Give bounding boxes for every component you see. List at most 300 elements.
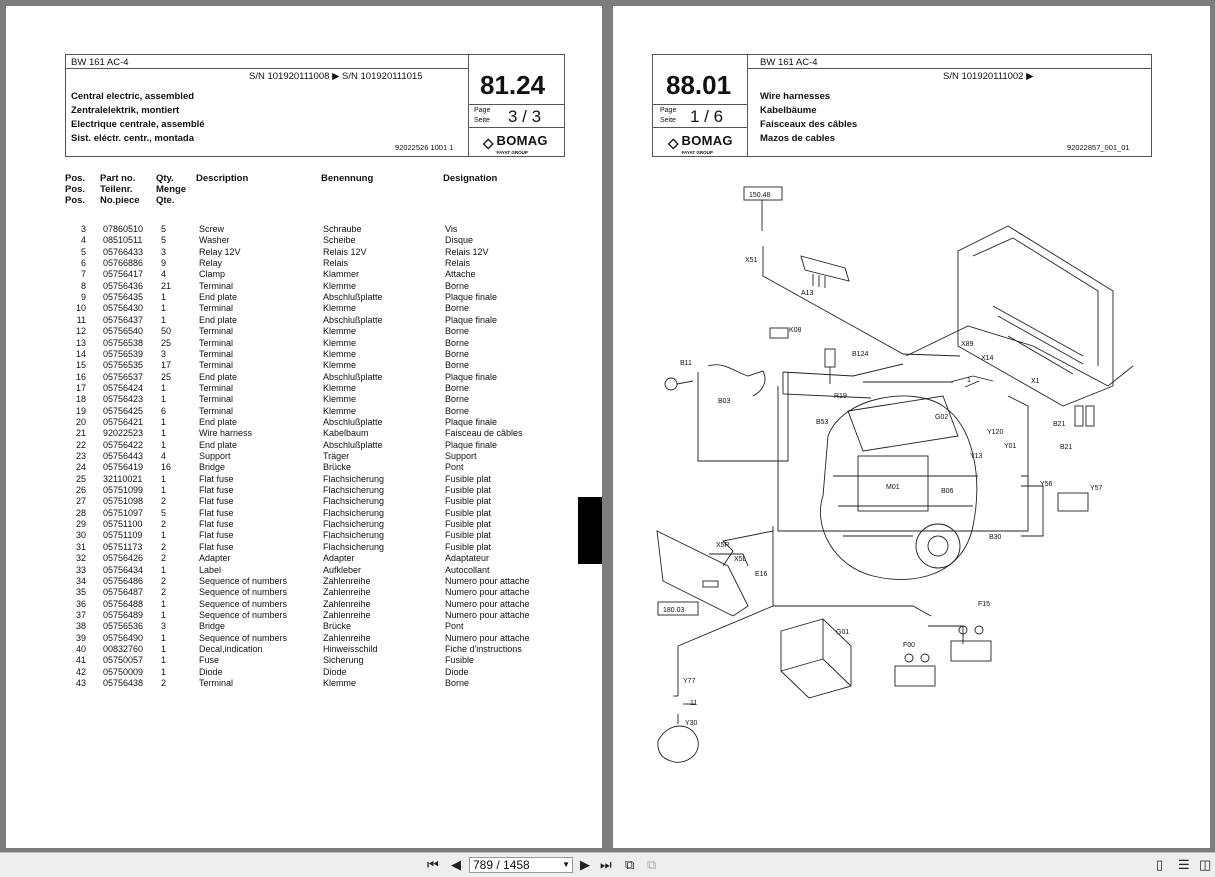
row-description: Flat fuse xyxy=(199,496,234,507)
row-part-no: 05756443 xyxy=(103,451,144,461)
row-description: Terminal xyxy=(199,394,234,405)
label-e16: E16 xyxy=(755,571,768,578)
row-designation: Borne xyxy=(445,678,470,688)
row-qty: 25 xyxy=(161,337,172,348)
row-description: Terminal xyxy=(199,348,234,359)
row-qty: 1 xyxy=(161,564,167,575)
first-page-icon[interactable]: ⏮ xyxy=(427,857,439,872)
label-f00: F00 xyxy=(903,642,916,649)
row-benennung: Brücke xyxy=(323,462,352,473)
label-b21-b: B21 xyxy=(1060,444,1073,451)
page-indicator: 789 / 1458 xyxy=(473,858,530,872)
row-designation: Borne xyxy=(445,303,470,314)
title-en: Wire harnesses xyxy=(760,91,831,102)
row-part-no: 05766433 xyxy=(103,246,144,257)
row-pos: 21 xyxy=(75,428,86,439)
row-benennung: Flachsicherung xyxy=(323,519,385,530)
row-designation: Relais 12V xyxy=(445,246,489,257)
ref-label-top: 150.48 xyxy=(749,192,771,199)
row-part-no: 08510511 xyxy=(103,235,143,246)
row-benennung: Klemme xyxy=(323,280,357,291)
row-description: Sequence of numbers xyxy=(199,632,288,643)
row-part-no: 05756488 xyxy=(103,598,144,609)
row-pos: 5 xyxy=(80,246,86,257)
row-qty: 2 xyxy=(161,678,167,688)
bomag-mark-icon: ⬦ xyxy=(668,134,679,152)
row-pos: 41 xyxy=(75,655,86,666)
row-pos: 10 xyxy=(75,303,86,314)
label-f15: F15 xyxy=(978,601,991,608)
label-g01: G01 xyxy=(836,629,850,636)
row-benennung: Klemme xyxy=(323,678,357,688)
row-description: Terminal xyxy=(199,360,234,371)
row-benennung: Klammer xyxy=(323,269,360,280)
row-part-no: 92022523 xyxy=(103,428,144,439)
serial-range: S/N 101920111008 ▶ S/N 101920111015 xyxy=(249,71,423,82)
row-benennung: Hinweisschild xyxy=(323,643,378,654)
row-pos: 22 xyxy=(75,439,86,450)
row-part-no: 05751109 xyxy=(103,530,143,541)
row-designation: Plaque finale xyxy=(445,371,498,382)
row-qty: 1 xyxy=(161,292,167,303)
row-description: Sequence of numbers xyxy=(199,598,288,609)
row-qty: 1 xyxy=(161,666,167,677)
row-part-no: 05750057 xyxy=(103,655,144,666)
row-description: Flat fuse xyxy=(199,530,234,541)
row-designation: Fusible plat xyxy=(445,496,492,507)
row-part-no: 05756436 xyxy=(103,280,144,291)
row-benennung: Zahlenreihe xyxy=(323,587,371,598)
row-designation: Borne xyxy=(445,280,470,291)
bomag-mark-icon: ⬦ xyxy=(483,134,494,152)
row-benennung: Klemme xyxy=(323,303,357,314)
row-pos: 23 xyxy=(75,451,86,461)
label-b124: B124 xyxy=(852,351,869,358)
row-pos: 19 xyxy=(75,405,86,416)
row-benennung: Kabelbaum xyxy=(323,428,369,439)
row-qty: 1 xyxy=(161,609,167,620)
row-qty: 3 xyxy=(161,348,167,359)
row-description: End plate xyxy=(199,416,238,427)
row-description: Wire harness xyxy=(199,428,253,439)
row-designation: Plaque finale xyxy=(445,416,498,427)
row-designation: Pont xyxy=(445,462,464,473)
label-g02: G02 xyxy=(935,414,949,421)
seite-label: Seite xyxy=(474,117,490,124)
row-designation: Fiche d'instructions xyxy=(445,643,522,654)
row-benennung: Flachsicherung xyxy=(323,473,385,484)
row-pos: 3 xyxy=(80,224,86,234)
page-of: 3 / 3 xyxy=(508,107,542,126)
row-description: Decal,indication xyxy=(199,643,263,654)
row-benennung: Flachsicherung xyxy=(323,496,385,507)
row-qty: 2 xyxy=(161,519,167,530)
row-designation: Adaptateur xyxy=(445,553,490,564)
row-pos: 43 xyxy=(75,678,86,688)
row-pos: 11 xyxy=(76,314,86,325)
row-qty: 4 xyxy=(161,269,167,280)
row-designation: Fusible plat xyxy=(445,473,492,484)
title-en: Central electric, assembled xyxy=(71,91,195,102)
label-x89: X89 xyxy=(961,341,974,348)
row-pos: 34 xyxy=(75,575,86,586)
row-qty: 21 xyxy=(161,280,172,291)
row-benennung: Diode xyxy=(323,666,347,677)
row-qty: 5 xyxy=(161,507,167,518)
row-description: End plate xyxy=(199,292,238,303)
row-benennung: Scheibe xyxy=(323,235,356,246)
row-benennung: Klemme xyxy=(323,360,357,371)
row-description: Flat fuse xyxy=(199,473,234,484)
row-benennung: Abschlußplatte xyxy=(323,439,383,450)
group-number: 81.24 xyxy=(480,70,546,100)
row-pos: 31 xyxy=(75,541,86,552)
row-description: Flat fuse xyxy=(199,507,234,518)
title-fr: Electrique centrale, assemblé xyxy=(71,119,205,130)
right-page xyxy=(613,6,1210,848)
row-qty: 9 xyxy=(161,258,167,269)
row-description: Relay 12V xyxy=(199,246,241,257)
label-y56: Y56 xyxy=(1040,481,1053,488)
row-part-no: 05751100 xyxy=(103,519,143,530)
serial-range: S/N 101920111002 ▶ xyxy=(943,71,1034,82)
row-designation: Faisceau de câbles xyxy=(445,428,523,439)
row-pos: 36 xyxy=(75,598,86,609)
row-part-no: 05756434 xyxy=(103,564,144,575)
row-description: Sequence of numbers xyxy=(199,609,288,620)
row-designation: Fusible xyxy=(445,655,475,666)
row-description: Terminal xyxy=(199,280,234,291)
row-description: Terminal xyxy=(199,326,234,337)
label-y120: Y120 xyxy=(987,429,1004,436)
row-qty: 1 xyxy=(161,473,167,484)
row-description: Bridge xyxy=(199,621,226,632)
row-qty: 16 xyxy=(161,462,172,473)
row-part-no: 05756437 xyxy=(103,314,144,325)
row-pos: 27 xyxy=(75,496,86,507)
row-part-no: 05756419 xyxy=(103,462,144,473)
row-description: Relay xyxy=(199,258,223,269)
row-designation: Borne xyxy=(445,360,470,371)
row-designation: Borne xyxy=(445,394,470,405)
title-fr: Faisceaux des câbles xyxy=(760,119,858,130)
label-x5l: X5L xyxy=(734,556,747,563)
title-es: Sist. eléctr. centr., montada xyxy=(71,133,195,144)
row-part-no: 05756430 xyxy=(103,303,144,314)
row-pos: 42 xyxy=(75,666,86,677)
row-benennung: Adapter xyxy=(323,553,355,564)
row-description: End plate xyxy=(199,439,238,450)
row-qty: 2 xyxy=(161,496,167,507)
seite-label: Seite xyxy=(660,117,676,124)
row-qty: 1 xyxy=(161,428,167,439)
row-qty: 1 xyxy=(161,439,167,450)
row-qty: 2 xyxy=(161,553,167,564)
row-benennung: Klemme xyxy=(323,394,357,405)
label-m01: M01 xyxy=(886,484,900,491)
col-header-pos: Pos. Pos. Pos. xyxy=(65,173,86,206)
row-part-no: 05756425 xyxy=(103,405,144,416)
row-benennung: Abschlußplatte xyxy=(323,371,383,382)
previous-page-icon[interactable]: ◀ xyxy=(451,857,461,872)
row-part-no: 05756536 xyxy=(103,621,144,632)
row-description: Diode xyxy=(199,666,223,677)
row-designation: Numero pour attache xyxy=(445,632,530,643)
row-pos: 24 xyxy=(75,462,86,473)
row-pos: 12 xyxy=(75,326,86,337)
row-benennung: Flachsicherung xyxy=(323,485,385,496)
row-qty: 1 xyxy=(161,598,167,609)
row-pos: 30 xyxy=(75,530,86,541)
doc-number: 92022857_001_01 xyxy=(1067,143,1130,152)
row-benennung: Sicherung xyxy=(323,655,364,666)
row-qty: 1 xyxy=(161,530,167,541)
row-designation: Borne xyxy=(445,405,470,416)
row-part-no: 05756538 xyxy=(103,337,144,348)
chevron-down-icon[interactable]: ▼ xyxy=(562,860,570,869)
label-r19: R19 xyxy=(834,393,847,400)
row-designation: Diode xyxy=(445,666,469,677)
row-benennung: Aufkleber xyxy=(323,564,362,575)
row-pos: 25 xyxy=(75,473,86,484)
row-pos: 33 xyxy=(75,564,86,575)
label-b30: B30 xyxy=(989,534,1002,541)
row-description: Screw xyxy=(199,224,225,234)
row-pos: 8 xyxy=(80,280,86,291)
row-pos: 15 xyxy=(75,360,86,371)
row-qty: 1 xyxy=(161,643,167,654)
label-b11: B11 xyxy=(680,360,692,367)
row-qty: 2 xyxy=(161,587,167,598)
label-k08: K08 xyxy=(789,327,802,334)
row-benennung: Klemme xyxy=(323,348,357,359)
title-de: Zentralelektrik, montiert xyxy=(71,105,180,116)
row-part-no: 05756421 xyxy=(103,416,144,427)
row-part-no: 05751099 xyxy=(103,485,144,496)
row-part-no: 05756426 xyxy=(103,553,144,564)
label-x1: X1 xyxy=(1031,378,1040,385)
row-pos: 32 xyxy=(75,553,86,564)
wire-harness-diagram xyxy=(613,6,1210,848)
label-x14: X14 xyxy=(981,355,994,362)
row-description: Support xyxy=(199,451,231,461)
row-pos: 29 xyxy=(75,519,86,530)
row-qty: 17 xyxy=(161,360,172,371)
row-benennung: Zahlenreihe xyxy=(323,609,371,620)
row-pos: 14 xyxy=(75,348,86,359)
page-label: Page xyxy=(474,107,491,114)
row-part-no: 05751173 xyxy=(103,541,143,552)
viewer-toolbar xyxy=(0,852,1215,877)
bomag-logo: ⬦ BOMAG FAYAT GROUP xyxy=(483,133,548,155)
row-part-no: 05756417 xyxy=(103,269,144,280)
row-designation: Borne xyxy=(445,337,470,348)
row-pos: 37 xyxy=(75,609,86,620)
row-benennung: Schraube xyxy=(323,224,362,234)
doc-number: 92022526 1001 1 xyxy=(395,143,454,152)
row-designation: Fusible plat xyxy=(445,519,492,530)
single-page-view-icon[interactable]: ▯ xyxy=(1156,857,1164,872)
row-part-no: 07860510 xyxy=(103,224,144,234)
row-part-no: 05756535 xyxy=(103,360,144,371)
row-qty: 5 xyxy=(161,224,167,234)
row-pos: 17 xyxy=(75,382,86,393)
row-qty: 4 xyxy=(161,451,167,461)
page-label: Page xyxy=(660,107,677,114)
label-x51: X51 xyxy=(745,257,758,264)
row-description: Fuse xyxy=(199,655,220,666)
row-part-no: 05756487 xyxy=(103,587,144,598)
row-description: Terminal xyxy=(199,382,234,393)
label-b21-a: B21 xyxy=(1053,421,1066,428)
title-de: Kabelbäume xyxy=(760,105,817,116)
row-benennung: Relais 12V xyxy=(323,246,367,257)
row-part-no: 32110021 xyxy=(103,473,143,484)
chapter-tab xyxy=(578,497,602,564)
row-designation: Fusible plat xyxy=(445,485,492,496)
last-page-icon[interactable]: ⏭ xyxy=(600,857,612,872)
two-page-view-icon[interactable]: ◫ xyxy=(1199,857,1212,872)
row-benennung: Flachsicherung xyxy=(323,541,385,552)
model-name: BW 161 AC-4 xyxy=(760,57,818,68)
row-qty: 3 xyxy=(161,621,167,632)
col-header-qty: Qty. Menge Qte. xyxy=(156,173,187,206)
row-designation: Plaque finale xyxy=(445,292,498,303)
row-benennung: Zahlenreihe xyxy=(323,632,371,643)
row-pos: 18 xyxy=(75,394,86,405)
row-designation: Vis xyxy=(445,224,458,234)
row-pos: 39 xyxy=(75,632,86,643)
model-name: BW 161 AC-4 xyxy=(71,57,129,68)
label-y13: Y13 xyxy=(970,453,983,460)
row-designation: Plaque finale xyxy=(445,314,498,325)
row-qty: 1 xyxy=(161,485,167,496)
row-part-no: 05756539 xyxy=(103,348,144,359)
row-description: Terminal xyxy=(199,337,234,348)
row-qty: 1 xyxy=(161,303,167,314)
row-designation: Numero pour attache xyxy=(445,609,530,620)
row-designation: Relais xyxy=(445,258,471,269)
row-part-no: 05750009 xyxy=(103,666,144,677)
group-number: 88.01 xyxy=(666,70,732,100)
row-designation: Attache xyxy=(445,269,476,280)
row-pos: 9 xyxy=(80,292,86,303)
row-description: Terminal xyxy=(199,678,234,688)
row-pos: 4 xyxy=(80,235,86,246)
label-b03: B03 xyxy=(718,398,731,405)
col-header-benennung: Benennung xyxy=(321,173,374,184)
row-part-no: 05756540 xyxy=(103,326,144,337)
col-header-description: Description xyxy=(196,173,249,184)
row-part-no: 05751098 xyxy=(103,496,144,507)
row-qty: 1 xyxy=(161,632,167,643)
ref-label-bottom: 180.03 xyxy=(663,607,685,614)
row-pos: 28 xyxy=(75,507,86,518)
row-description: End plate xyxy=(199,371,238,382)
row-qty: 5 xyxy=(161,235,167,246)
row-benennung: Träger xyxy=(323,451,350,461)
row-pos: 40 xyxy=(75,643,86,654)
label-x5r: X5R xyxy=(716,542,730,549)
row-pos: 35 xyxy=(75,587,86,598)
row-part-no: 05756486 xyxy=(103,575,144,586)
row-part-no: 05756537 xyxy=(103,371,144,382)
row-qty: 1 xyxy=(161,394,167,405)
row-part-no: 05756422 xyxy=(103,439,144,450)
row-qty: 1 xyxy=(161,416,167,427)
row-pos: 6 xyxy=(80,258,86,269)
row-benennung: Abschlußplatte xyxy=(323,292,383,303)
row-qty: 6 xyxy=(161,405,167,416)
go-back-view-icon[interactable]: ⧉ xyxy=(625,857,635,872)
continuous-view-icon[interactable]: ☰ xyxy=(1178,857,1190,872)
row-qty: 2 xyxy=(161,541,167,552)
row-designation: Numero pour attache xyxy=(445,575,530,586)
label-y30: Y30 xyxy=(685,720,698,727)
row-pos: 38 xyxy=(75,621,86,632)
row-pos: 13 xyxy=(75,337,86,348)
next-page-icon[interactable]: ▶ xyxy=(580,857,590,872)
row-designation: Autocollant xyxy=(445,564,490,575)
row-description: Terminal xyxy=(199,303,234,314)
page-of: 1 / 6 xyxy=(690,107,724,126)
row-part-no: 05766886 xyxy=(103,258,144,269)
row-pos: 7 xyxy=(80,269,86,280)
row-benennung: Flachsicherung xyxy=(323,507,385,518)
label-1: 1 xyxy=(967,377,971,384)
row-part-no: 05756424 xyxy=(103,382,144,393)
go-forward-view-icon[interactable]: ⧉ xyxy=(647,857,657,872)
row-designation: Borne xyxy=(445,348,470,359)
row-description: Washer xyxy=(199,235,230,246)
label-y57: Y57 xyxy=(1090,485,1103,492)
row-part-no: 00832760 xyxy=(103,643,144,654)
row-qty: 1 xyxy=(161,314,167,325)
row-description: End plate xyxy=(199,314,238,325)
row-designation: Borne xyxy=(445,326,470,337)
row-qty: 1 xyxy=(161,382,167,393)
label-11: 11 xyxy=(690,700,698,707)
row-description: Terminal xyxy=(199,405,234,416)
row-designation: Numero pour attache xyxy=(445,587,530,598)
row-benennung: Klemme xyxy=(323,337,357,348)
col-header-designation: Designation xyxy=(443,173,498,184)
row-description: Sequence of numbers xyxy=(199,587,288,598)
row-pos: 26 xyxy=(75,485,86,496)
row-description: Label xyxy=(199,564,222,575)
row-pos: 16 xyxy=(75,371,86,382)
row-qty: 1 xyxy=(161,655,167,666)
left-page xyxy=(6,6,602,848)
row-pos: 20 xyxy=(75,416,86,427)
row-part-no: 05756490 xyxy=(103,632,144,643)
row-part-no: 05756435 xyxy=(103,292,144,303)
page-number-field[interactable] xyxy=(469,857,573,873)
row-part-no: 05756438 xyxy=(103,678,144,688)
row-designation: Support xyxy=(445,451,477,461)
row-description: Flat fuse xyxy=(199,541,234,552)
row-part-no: 05756423 xyxy=(103,394,144,405)
row-benennung: Brücke xyxy=(323,621,352,632)
row-benennung: Zahlenreihe xyxy=(323,598,371,609)
row-qty: 3 xyxy=(161,246,167,257)
row-designation: Fusible plat xyxy=(445,507,492,518)
label-y77: Y77 xyxy=(683,678,696,685)
row-designation: Borne xyxy=(445,382,470,393)
label-a13: A13 xyxy=(801,290,814,297)
row-benennung: Abschlußplatte xyxy=(323,416,383,427)
label-b53: B53 xyxy=(816,419,829,426)
